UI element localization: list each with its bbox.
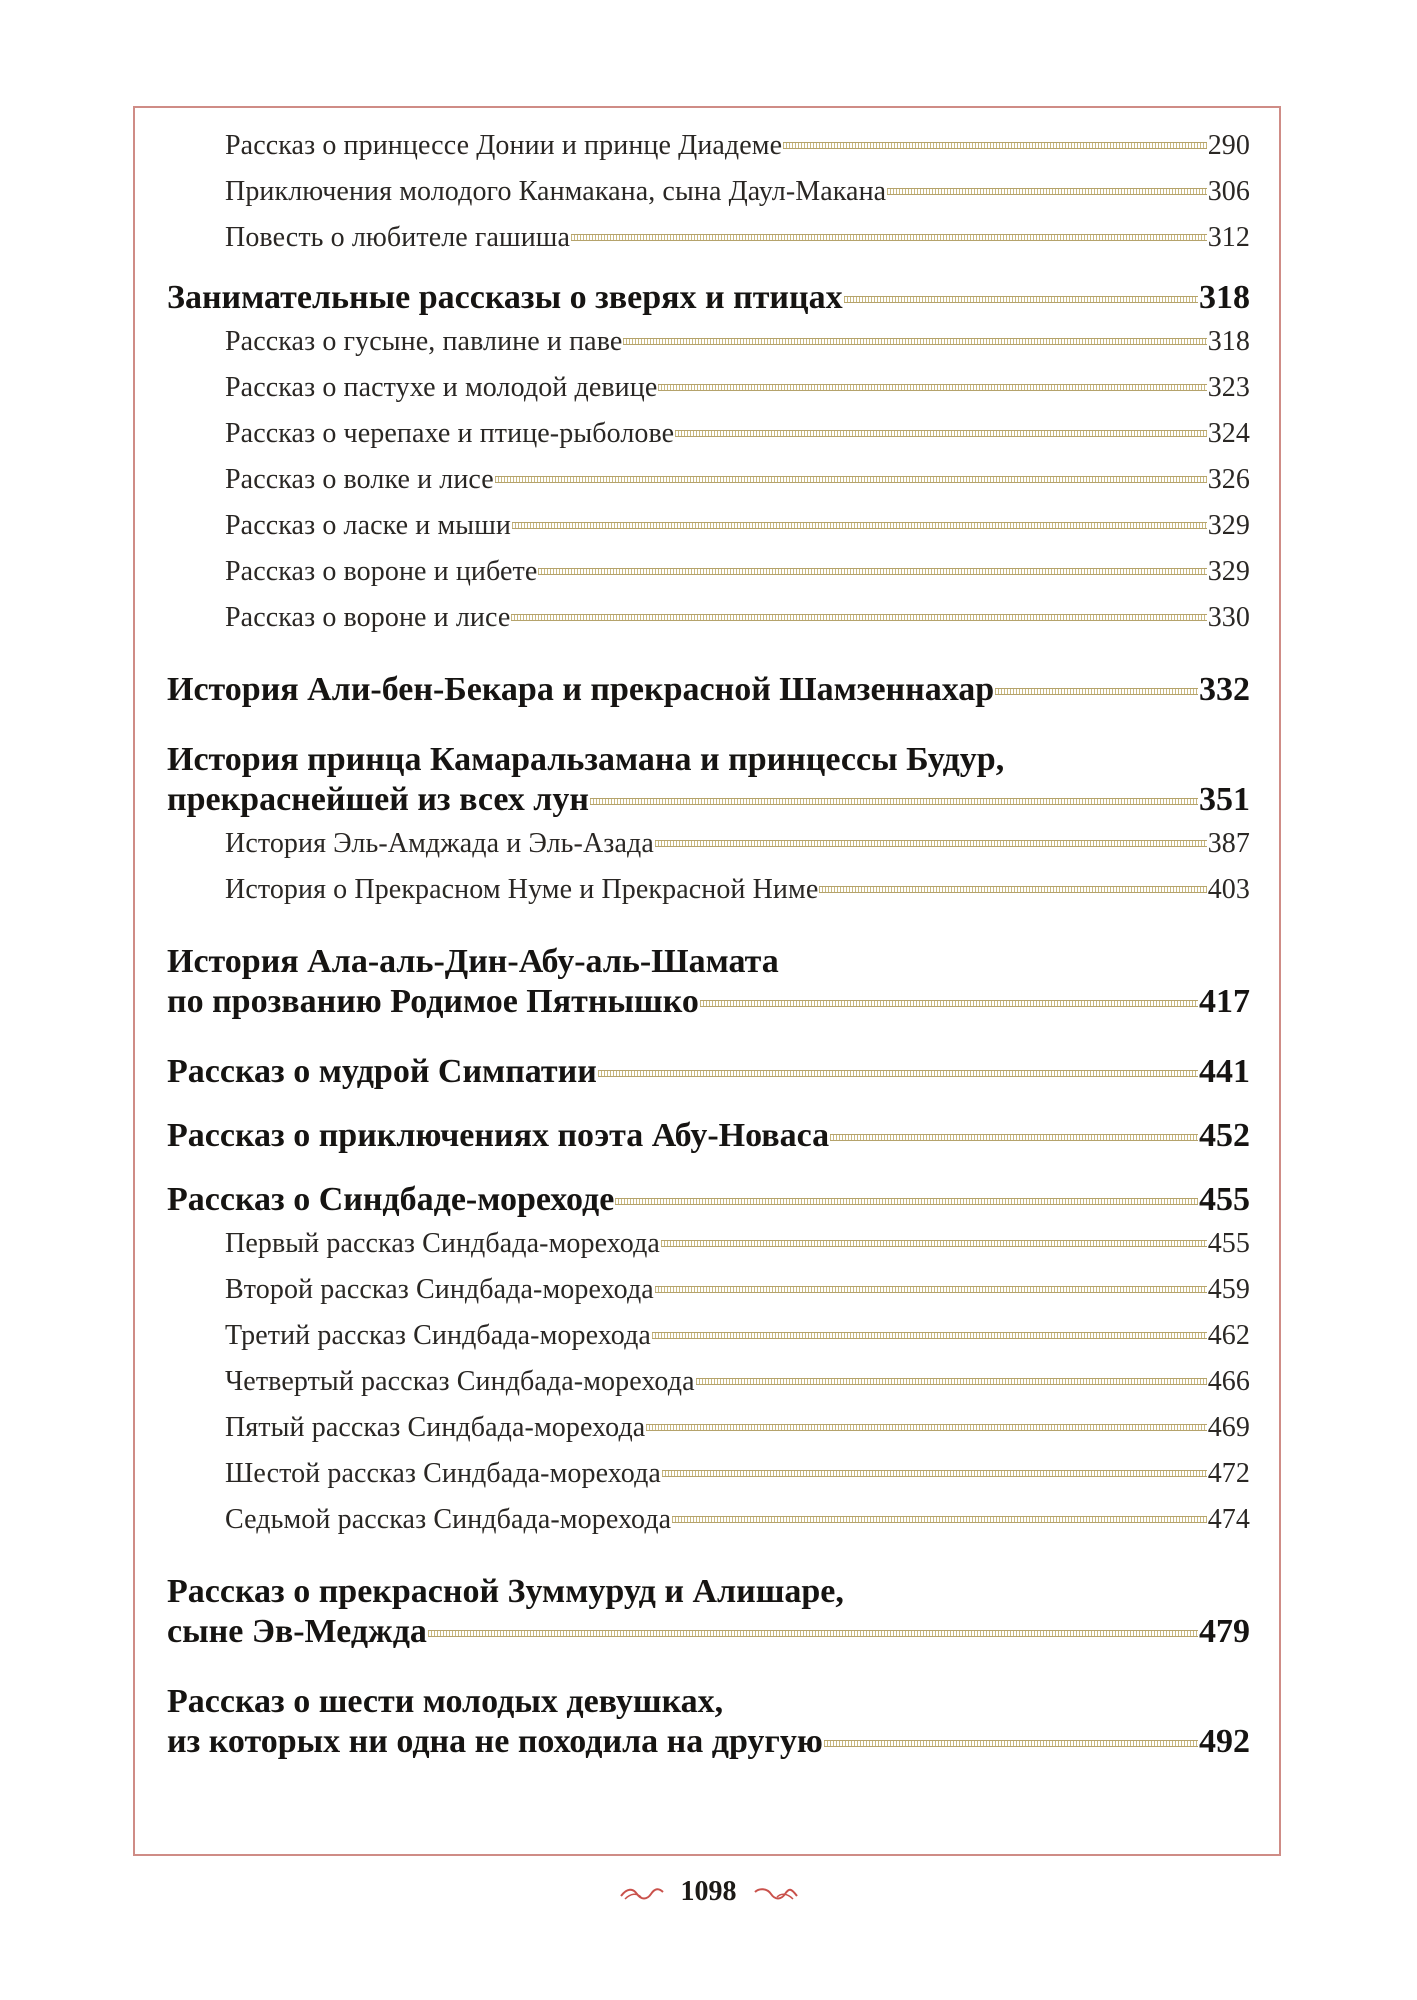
dot-leader bbox=[783, 142, 1207, 149]
dot-leader bbox=[511, 614, 1206, 621]
toc-entry[interactable] bbox=[225, 1502, 1250, 1548]
dot-leader bbox=[824, 1740, 1198, 1747]
dot-leader bbox=[830, 1134, 1198, 1141]
toc-section-entry[interactable] bbox=[167, 740, 1250, 820]
toc-entry[interactable] bbox=[225, 370, 1250, 416]
toc-section-entry[interactable] bbox=[167, 670, 1250, 710]
dot-leader bbox=[495, 476, 1207, 483]
dot-leader bbox=[819, 886, 1206, 893]
toc-entry-page: 330 bbox=[1207, 602, 1250, 633]
toc-entry[interactable] bbox=[225, 1456, 1250, 1502]
dot-leader bbox=[623, 338, 1206, 345]
toc-section-page: 318 bbox=[1199, 279, 1250, 316]
dot-leader bbox=[428, 1630, 1198, 1637]
toc-entry-page: 324 bbox=[1207, 418, 1250, 449]
toc-entry-page: 329 bbox=[1207, 556, 1250, 587]
toc-section-title: История Али-бен-Бекара и прекрасной Шамзеннахар bbox=[167, 671, 995, 708]
toc-section-title: прекраснейшей из всех лун bbox=[167, 781, 589, 818]
toc-entry[interactable] bbox=[225, 1410, 1250, 1456]
page-footer bbox=[0, 1872, 1417, 1912]
toc-entry-title: Рассказ о принцессе Донии и принце Диадеме bbox=[225, 130, 783, 161]
dot-leader bbox=[887, 188, 1206, 195]
toc-section-page: 492 bbox=[1199, 1723, 1250, 1760]
dot-leader bbox=[655, 840, 1207, 847]
toc-entry-page: 459 bbox=[1207, 1274, 1250, 1305]
toc-entry[interactable] bbox=[225, 1272, 1250, 1318]
toc-entry-title: Повесть о любителе гашиша bbox=[225, 222, 570, 253]
dot-leader bbox=[696, 1378, 1207, 1385]
toc-section-entry[interactable] bbox=[167, 1572, 1250, 1652]
toc-entry-title: Седьмой рассказ Синдбада-морехода bbox=[225, 1504, 672, 1535]
toc-entry[interactable] bbox=[225, 826, 1250, 872]
toc-entry-page: 318 bbox=[1207, 326, 1250, 357]
toc-entry[interactable] bbox=[225, 554, 1250, 600]
toc-entry[interactable] bbox=[225, 220, 1250, 266]
toc-entry-page: 312 bbox=[1207, 222, 1250, 253]
toc-entry-page: 290 bbox=[1207, 130, 1250, 161]
toc-entry[interactable] bbox=[225, 508, 1250, 554]
toc-entry-page: 474 bbox=[1207, 1504, 1250, 1535]
toc-entry-page: 326 bbox=[1207, 464, 1250, 495]
toc-entry[interactable] bbox=[225, 174, 1250, 220]
toc-entry-title: Шестой рассказ Синдбада-морехода bbox=[225, 1458, 661, 1489]
dot-leader bbox=[675, 430, 1207, 437]
dot-leader bbox=[652, 1332, 1207, 1339]
toc-entry-page: 387 bbox=[1207, 828, 1250, 859]
toc-entry-title: Рассказ о ласке и мыши bbox=[225, 510, 511, 541]
toc-section-entry[interactable] bbox=[167, 1052, 1250, 1092]
toc-entry-title: Приключения молодого Канмакана, сына Даул-Макана bbox=[225, 176, 887, 207]
dot-leader bbox=[658, 384, 1206, 391]
toc-section-title: Рассказ о приключениях поэта Абу-Новаса bbox=[167, 1117, 830, 1154]
toc-entry-title: Рассказ о вороне и лисе bbox=[225, 602, 511, 633]
toc-entry[interactable] bbox=[225, 1364, 1250, 1410]
toc-entry[interactable] bbox=[225, 462, 1250, 508]
dot-leader bbox=[844, 296, 1198, 303]
toc-section-title-line1: Рассказ о шести молодых девушках, bbox=[167, 1683, 724, 1720]
toc-section-title: по прозванию Родимое Пятнышко bbox=[167, 983, 699, 1020]
toc-entry-title: Второй рассказ Синдбада-морехода bbox=[225, 1274, 654, 1305]
toc-entry-title: Первый рассказ Синдбада-морехода bbox=[225, 1228, 660, 1259]
page-number: 1098 bbox=[680, 1876, 737, 1907]
toc-entry-title: Рассказ о пастухе и молодой девице bbox=[225, 372, 658, 403]
toc-entry-page: 462 bbox=[1207, 1320, 1250, 1351]
toc-entry-page: 466 bbox=[1207, 1366, 1250, 1397]
toc-entry-page: 323 bbox=[1207, 372, 1250, 403]
dot-leader bbox=[538, 568, 1206, 575]
toc-entry-page: 455 bbox=[1207, 1228, 1250, 1259]
toc-section-page: 417 bbox=[1199, 983, 1250, 1020]
dot-leader bbox=[512, 522, 1207, 529]
toc-section-title: Занимательные рассказы о зверях и птицах bbox=[167, 279, 843, 316]
toc-section-entry[interactable] bbox=[167, 1682, 1250, 1762]
toc-section-entry[interactable] bbox=[167, 942, 1250, 1022]
toc-section-title: сыне Эв-Меджда bbox=[167, 1613, 427, 1650]
dot-leader bbox=[995, 688, 1198, 695]
toc-entry-title: Четвертый рассказ Синдбада-морехода bbox=[225, 1366, 695, 1397]
toc-entry-title: Рассказ о волке и лисе bbox=[225, 464, 494, 495]
toc-section-entry[interactable] bbox=[167, 278, 1250, 318]
toc-section-page: 351 bbox=[1199, 781, 1250, 818]
toc-entry-page: 469 bbox=[1207, 1412, 1250, 1443]
toc-entry[interactable] bbox=[225, 1226, 1250, 1272]
toc-section-title: Рассказ о Синдбаде-мореходе bbox=[167, 1181, 615, 1218]
dot-leader bbox=[590, 798, 1198, 805]
toc-section-page: 455 bbox=[1199, 1181, 1250, 1218]
dot-leader bbox=[672, 1516, 1207, 1523]
dot-leader bbox=[598, 1070, 1198, 1077]
dot-leader bbox=[662, 1470, 1207, 1477]
toc-entry-title: Третий рассказ Синдбада-морехода bbox=[225, 1320, 651, 1351]
dot-leader bbox=[646, 1424, 1206, 1431]
toc-section-entry[interactable] bbox=[167, 1116, 1250, 1156]
toc-entry[interactable] bbox=[225, 872, 1250, 918]
toc-entry-title: Пятый рассказ Синдбада-морехода bbox=[225, 1412, 646, 1443]
toc-section-page: 479 bbox=[1199, 1613, 1250, 1650]
dot-leader bbox=[655, 1286, 1207, 1293]
toc-entry-title: Рассказ о гусыне, павлине и паве bbox=[225, 326, 623, 357]
toc-entry[interactable] bbox=[225, 1318, 1250, 1364]
dot-leader bbox=[661, 1240, 1207, 1247]
toc-section-page: 441 bbox=[1199, 1053, 1250, 1090]
dot-leader bbox=[615, 1198, 1198, 1205]
toc-entry-title: История о Прекрасном Нуме и Прекрасной Ниме bbox=[225, 874, 819, 905]
dot-leader bbox=[700, 1000, 1198, 1007]
toc-entry-title: Рассказ о черепахе и птице-рыболове bbox=[225, 418, 675, 449]
toc-entry-title: История Эль-Амджада и Эль-Азада bbox=[225, 828, 654, 859]
toc-section-title-line1: История принца Камаральзамана и принцессы Будур, bbox=[167, 741, 1005, 778]
table-of-contents bbox=[167, 128, 1250, 1762]
toc-section-page: 332 bbox=[1199, 671, 1250, 708]
toc-section-title: из которых ни одна не походила на другую bbox=[167, 1723, 823, 1760]
toc-entry[interactable] bbox=[225, 128, 1250, 174]
toc-section-title-line1: Рассказ о прекрасной Зуммуруд и Алишаре, bbox=[167, 1573, 844, 1610]
right-ornament-icon bbox=[753, 1886, 799, 1902]
toc-entry-page: 403 bbox=[1207, 874, 1250, 905]
toc-entry-page: 329 bbox=[1207, 510, 1250, 541]
toc-entry[interactable] bbox=[225, 600, 1250, 646]
dot-leader bbox=[571, 234, 1207, 241]
toc-entry[interactable] bbox=[225, 416, 1250, 462]
toc-entry[interactable] bbox=[225, 324, 1250, 370]
toc-section-page: 452 bbox=[1199, 1117, 1250, 1154]
toc-section-entry[interactable] bbox=[167, 1180, 1250, 1220]
left-ornament-icon bbox=[619, 1886, 665, 1902]
toc-section-title-line1: История Ала-аль-Дин-Абу-аль-Шамата bbox=[167, 943, 779, 980]
toc-entry-page: 472 bbox=[1207, 1458, 1250, 1489]
toc-entry-title: Рассказ о вороне и цибете bbox=[225, 556, 538, 587]
toc-section-title: Рассказ о мудрой Симпатии bbox=[167, 1053, 597, 1090]
toc-entry-page: 306 bbox=[1207, 176, 1250, 207]
